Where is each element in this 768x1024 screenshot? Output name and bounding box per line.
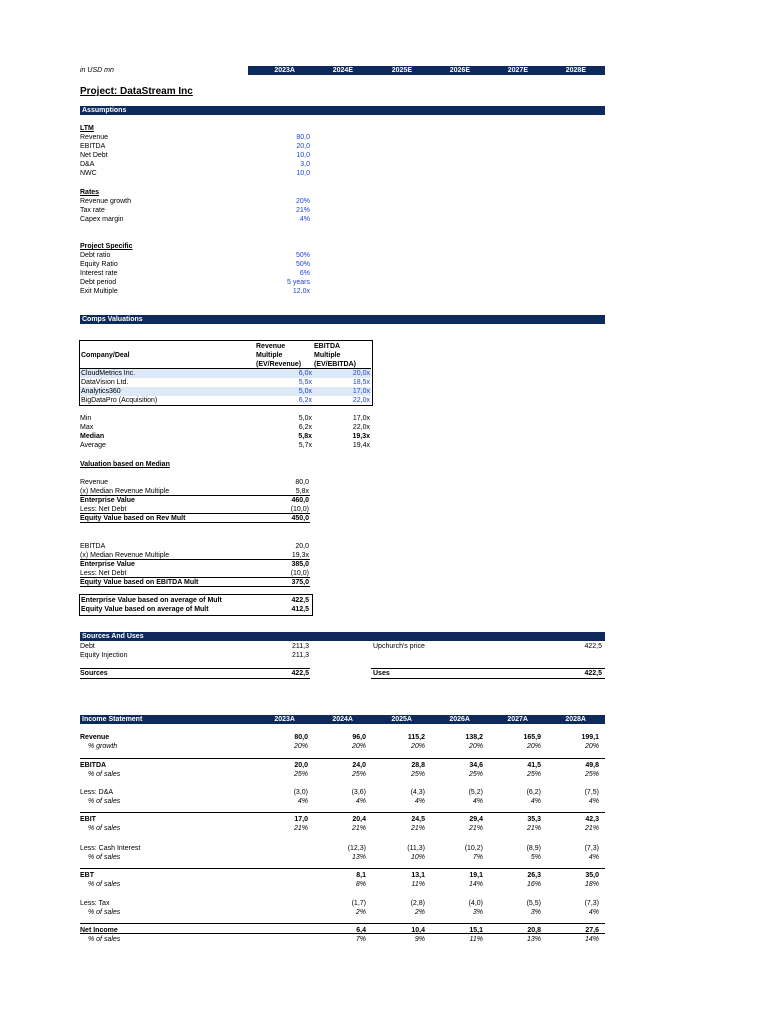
valuation-avg-label: Equity Value based on average of Mult [81,606,209,613]
income-row-sublabel: % of sales [88,881,121,888]
income-cell: (4,0) [468,900,483,907]
su-equity-label: Equity Injection [80,652,128,659]
valuation-label: EBITDA [80,543,106,550]
income-subcell [248,908,308,917]
assumption-label: Revenue [80,134,109,141]
income-subcell: 20% [526,743,541,750]
income-cell: 24,0 [352,762,366,769]
comps-col-rev-2: Multiple [256,352,283,359]
income-bar-label: Income Statement [82,716,143,723]
income-year-4: 2027A [507,716,528,723]
income-year-2: 2025A [391,716,412,723]
income-cell: 20,8 [527,927,541,934]
comps-col-ebitda-2: Multiple [314,352,341,359]
income-subcell: 5% [530,854,541,861]
valuation-label: Less: Net Debt [80,506,127,513]
assumption-label: Net Debt [80,152,108,159]
valuation-label: Less: Net Debt [80,570,127,577]
comps-col-ebitda-3: (EV/EBITDA) [314,361,356,368]
valuation-value: 460,0 [291,497,309,504]
income-cell: 42,3 [585,816,599,823]
assumption-value: 10,0 [296,152,310,159]
income-subcell [248,880,308,889]
valuation-avg-value: 412,5 [291,606,309,613]
income-subcell: 13% [351,854,366,861]
income-subcell: 11% [411,881,425,888]
year-header-5: 2028E [565,67,586,74]
comps-col-rev-3: (EV/Revenue) [256,361,302,368]
valuation-value: (10,0) [290,570,309,577]
comps-stat-rev: 5,8x [298,433,312,440]
income-cell: (5,2) [468,789,483,796]
income-rule [80,868,605,869]
income-subcell [248,853,308,862]
comps-stat-ebitda: 22,0x [352,424,370,431]
income-cell: (10,2) [464,845,483,852]
comps-company: Analytics360 [81,388,121,395]
income-subcell: 8% [355,881,366,888]
income-row-sublabel: % of sales [88,798,121,805]
comps-col-ebitda-1: EBITDA [314,343,341,350]
assumption-value: 6% [299,270,310,277]
income-cell: 26,3 [527,872,541,879]
income-subcell: 21% [410,825,425,832]
income-row-label: Net Income [80,927,118,934]
income-cell [248,871,308,880]
income-cell: (12,3) [347,845,366,852]
income-subcell: 20% [468,743,483,750]
su-sources-label: Sources [80,670,108,677]
income-row-label: Less: Cash Interest [80,845,141,852]
income-subcell: 21% [584,825,599,832]
val-rev-rule-1 [80,495,310,496]
comps-rev-multiple: 6,2x [298,397,312,404]
income-cell: 35,0 [585,872,599,879]
income-cell: (3,0) [293,789,308,796]
assumption-value: 10,0 [296,170,310,177]
su-debt-value: 211,3 [292,643,309,650]
income-cell: 20,4 [352,816,366,823]
valuation-label: Revenue [80,479,109,486]
comps-stat-ebitda: 19,4x [352,442,370,449]
income-cell [248,899,308,908]
income-cell: 35,3 [527,816,541,823]
project-heading: Project Specific [80,243,133,250]
income-year-5: 2028A [565,716,586,723]
su-uses-label: Uses [373,670,390,677]
comps-col-rev-1: Revenue [256,343,286,350]
income-row-sublabel: % of sales [88,825,121,832]
su-sources-rule-bottom [80,678,310,679]
income-cell: 115,2 [407,734,425,741]
income-subcell: 4% [472,798,483,805]
comps-stat-rev: 5,7x [298,442,312,449]
income-row-label: Revenue [80,734,110,741]
assumption-value: 50% [295,261,310,268]
income-rule [80,923,605,924]
income-subcell: 7% [355,936,366,943]
su-debt-label: Debt [80,643,95,650]
income-subcell: 4% [588,854,599,861]
assumption-value: 20,0 [296,143,310,150]
assumption-value: 4% [299,216,310,223]
income-subcell: 21% [351,825,366,832]
income-cell: 13,1 [411,872,425,879]
assumption-value: 80,0 [296,134,310,141]
assumption-label: NWC [80,170,97,177]
year-header-0: 2023A [274,67,295,74]
comps-rev-multiple: 6,0x [298,370,312,377]
year-header-3: 2026E [449,67,470,74]
income-cell: 27,6 [585,927,599,934]
income-cell: 96,0 [352,734,366,741]
valuation-label: (x) Median Revenue Multiple [80,488,170,495]
income-cell [248,844,308,853]
comps-company: BigDataPro (Acquisition) [81,397,158,404]
comps-stat-rev: 5,0x [298,415,312,422]
income-subcell: 25% [351,771,366,778]
income-subcell: 18% [584,881,599,888]
income-subcell: 20% [293,743,308,750]
income-row-label: Less: Tax [80,900,110,907]
income-cell: 49,8 [585,762,599,769]
comps-ebitda-multiple: 18,5x [352,379,370,386]
income-subcell: 25% [526,771,541,778]
assumption-label: D&A [80,161,95,168]
assumption-value: 50% [295,252,310,259]
assumption-label: Debt ratio [80,252,111,259]
income-cell: (7,3) [584,845,599,852]
comps-company: DataVision Ltd. [81,379,129,386]
income-subcell: 2% [355,909,366,916]
comps-ebitda-multiple: 20,0x [352,370,370,377]
assumption-value: 5 years [287,279,310,286]
page-title: Project: DataStream Inc [80,86,193,97]
comps-ebitda-multiple: 17,0x [352,388,370,395]
assumption-value: 20% [295,198,310,205]
val-ebitda-rule-3 [80,586,310,587]
assumption-value: 12,0x [292,288,310,295]
income-subcell: 9% [414,936,425,943]
sources-uses-bar-label: Sources And Uses [82,633,144,640]
income-bar [80,715,605,724]
year-header-4: 2027E [507,67,528,74]
income-rule [80,758,605,759]
income-subcell: 25% [584,771,599,778]
income-subcell: 14% [584,936,599,943]
income-cell: 6,4 [356,927,366,934]
assumption-label: EBITDA [80,143,106,150]
income-cell: (6,2) [526,789,541,796]
income-cell: 80,0 [294,734,308,741]
val-ebitda-rule-2 [80,577,310,578]
income-year-1: 2024A [332,716,353,723]
income-cell: 41,5 [527,762,541,769]
income-cell: (7,5) [584,789,599,796]
comps-stat-ebitda: 17,0x [352,415,370,422]
su-equity-value: 211,3 [292,652,309,659]
year-header-1: 2024E [332,67,353,74]
income-cell: 20,0 [294,762,308,769]
comps-stat-label: Median [80,433,105,440]
assumption-label: Equity Ratio [80,261,118,268]
income-row-sublabel: % growth [88,743,118,750]
income-subcell: 3% [472,909,483,916]
income-cell: 34,6 [469,762,483,769]
income-subcell: 7% [472,854,483,861]
income-subcell: 2% [414,909,425,916]
valuation-value: 450,0 [291,515,309,522]
income-subcell: 13% [526,936,541,943]
assumption-label: Tax rate [80,207,105,214]
units-label: in USD mn [80,67,114,74]
income-subcell: 21% [526,825,541,832]
income-subcell: 4% [297,798,308,805]
val-rev-rule-3 [80,522,310,523]
comps-stat-label: Min [80,415,92,422]
income-subcell: 21% [468,825,483,832]
valuation-label: Enterprise Value [80,497,135,504]
assumption-value: 21% [295,207,310,214]
income-subcell: 4% [588,909,599,916]
valuation-avg-label: Enterprise Value based on average of Mult [81,597,222,604]
income-cell: 24,5 [411,816,425,823]
income-subcell: 21% [293,825,308,832]
income-cell: (8,9) [526,845,541,852]
su-uses-rule-bottom [371,678,605,679]
income-row-sublabel: % of sales [88,771,121,778]
income-year-3: 2026A [449,716,470,723]
valuation-avg-value: 422,5 [291,597,309,604]
assumptions-bar-label: Assumptions [82,107,127,114]
income-subcell: 16% [526,881,541,888]
income-subcell: 10% [410,854,425,861]
income-row-label: Less: D&A [80,789,114,796]
income-subcell: 25% [293,771,308,778]
income-subcell: 20% [351,743,366,750]
income-cell: (4,3) [410,789,425,796]
income-subcell: 4% [414,798,425,805]
income-cell: 15,1 [469,927,483,934]
comps-rev-multiple: 5,5x [298,379,312,386]
valuation-value: 385,0 [291,561,309,568]
su-uses-value: 422,5 [584,670,602,677]
year-header-bar [248,66,605,75]
year-header-2: 2025E [391,67,412,74]
income-subcell: 4% [355,798,366,805]
su-price-label: Upchurch's price [373,643,425,650]
income-subcell: 4% [588,798,599,805]
valuation-value: 19,3x [291,552,309,559]
income-cell: 199,1 [581,734,599,741]
income-year-0: 2023A [274,716,295,723]
assumption-label: Capex margin [80,216,124,223]
assumption-value: 3,0 [300,161,310,168]
income-cell: 17,0 [294,816,308,823]
assumption-label: Exit Multiple [80,288,118,295]
valuation-label: Equity Value based on Rev Mult [80,515,186,522]
income-cell: (3,6) [351,789,366,796]
assumptions-bar [80,106,605,115]
comps-rev-multiple: 5,0x [298,388,312,395]
su-sources-value: 422,5 [291,670,309,677]
income-cell: (7,3) [584,900,599,907]
comps-bar-label: Comps Valuations [82,316,143,323]
valuation-heading: Valuation based on Median [80,461,170,468]
income-cell: 10,4 [411,927,425,934]
comps-bar [80,315,605,324]
comps-stat-label: Max [80,424,94,431]
income-cell: 8,1 [356,872,366,879]
comps-company: CloudMetrics Inc. [81,370,136,377]
assumption-label: Debt period [80,279,117,286]
rates-heading: Rates [80,189,100,196]
income-cell: 138,2 [465,734,483,741]
income-cell: (5,5) [526,900,541,907]
income-cell: 19,1 [469,872,483,879]
valuation-value: 20,0 [295,543,309,550]
income-row-label: EBIT [80,816,96,823]
income-subcell: 25% [410,771,425,778]
income-subcell: 20% [410,743,425,750]
income-cell: (11,3) [407,845,425,852]
valuation-label: (x) Median Revenue Multiple [80,552,170,559]
assumption-label: Revenue growth [80,198,131,205]
income-subcell [248,935,308,944]
income-subcell: 3% [530,909,541,916]
income-row-label: EBITDA [80,762,107,769]
assumption-label: Interest rate [80,270,118,277]
val-ebitda-rule-1 [80,559,310,560]
comps-ebitda-multiple: 22,0x [352,397,370,404]
comps-stat-rev: 6,2x [298,424,312,431]
comps-col-company: Company/Deal [81,352,130,359]
income-cell: 29,4 [469,816,483,823]
val-rev-rule-2 [80,513,310,514]
income-row-label: EBT [80,872,94,879]
comps-stat-ebitda: 19,3x [352,433,370,440]
income-subcell: 4% [530,798,541,805]
ltm-heading: LTM [80,125,94,132]
income-row-sublabel: % of sales [88,854,121,861]
income-row-sublabel: % of sales [88,909,121,916]
sources-uses-bar [80,632,605,641]
income-cell: 28,8 [411,762,425,769]
income-cell: 165,9 [523,734,541,741]
income-subcell: 14% [468,881,483,888]
income-cell: (1,7) [351,900,366,907]
valuation-value: 375,0 [291,579,309,586]
income-rule [80,933,605,934]
valuation-value: 80,0 [295,479,309,486]
valuation-value: (10,0) [290,506,309,513]
income-cell: (2,8) [410,900,425,907]
income-subcell: 25% [468,771,483,778]
income-rule [80,812,605,813]
su-price-value: 422,5 [584,643,602,650]
valuation-value: 5,8x [295,488,309,495]
income-subcell: 20% [584,743,599,750]
income-subcell: 11% [469,936,483,943]
valuation-label: Enterprise Value [80,561,135,568]
comps-stat-label: Average [80,442,106,449]
income-row-sublabel: % of sales [88,936,121,943]
valuation-label: Equity Value based on EBITDA Mult [80,579,199,586]
